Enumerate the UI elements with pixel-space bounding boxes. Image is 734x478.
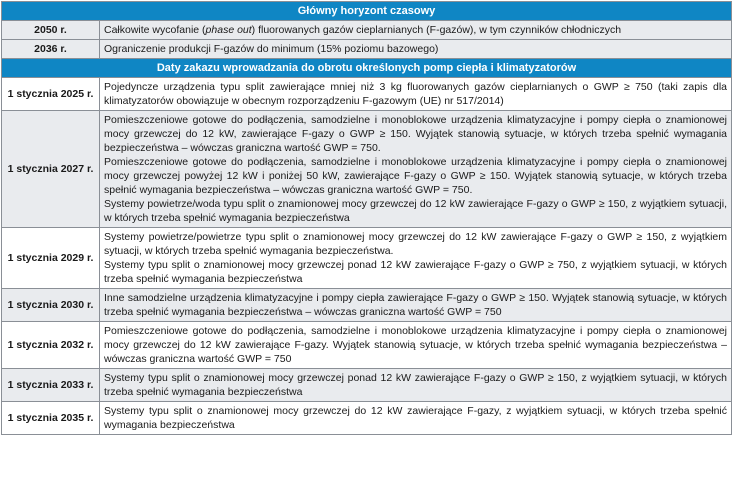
description-paragraph: Pomieszczeniowe gotowe do podłączenia, samodzielne i monoblokowe urządzenia klimatyzacyjne i pompy ciepła o znamionowej mocy grzewczej do 12 kW zawierające F-gazy. Wyjątek stanowią sytuacje, w których trzeba spełnić wymagania bezpieczeństwa – wówczas graniczna wartość GWP = 750 — [104, 325, 727, 365]
description-paragraph: Pojedyncze urządzenia typu split zawierające mniej niż 3 kg fluorowanych gazów cieplarnianych o GWP ≥ 750 (taki zapis dla klimatyzatorów obowiązuje w obecnym rozporządzeniu F-gazowym (UE) nr 517/2014) — [104, 81, 727, 107]
section-header — [2, 59, 732, 78]
table-row — [2, 402, 732, 435]
row-description — [100, 228, 732, 289]
description-paragraph: Pomieszczeniowe gotowe do podłączenia, samodzielne i monoblokowe urządzenia klimatyzacyjne i pompy ciepła o znamionowej mocy grzewczej do 12 kW, zawierające F-gazy o GWP ≥ 150. Wyjątek stanowią sytuacje, w których trzeba spełnić wymagania bezpieczeństwa – wówczas graniczna wartość GWP = 750. — [104, 114, 727, 154]
table-row — [2, 78, 732, 111]
table-row — [2, 111, 732, 228]
row-date: 1 stycznia 2035 r. — [2, 402, 100, 435]
row-description — [100, 322, 732, 369]
table-row — [2, 21, 732, 40]
row-date: 1 stycznia 2030 r. — [2, 289, 100, 322]
section-title: Główny horyzont czasowy — [2, 2, 732, 21]
description-paragraph: Systemy typu split o znamionowej mocy grzewczej do 12 kW zawierające F-gazy, z wyjątkiem sytuacji, w których trzeba spełnić wymagania bezpieczeństwa — [104, 405, 727, 431]
description-paragraph: Systemy powietrze/woda typu split o znamionowej mocy grzewczej do 12 kW zawierające F-gazy o GWP ≥ 150, z wyjątkiem sytuacji, w których trzeba spełnić wymagania bezpieczeństwa — [104, 198, 727, 224]
description-text: Całkowite wycofanie ( — [104, 24, 206, 36]
table-row — [2, 369, 732, 402]
description-paragraph: Inne samodzielne urządzenia klimatyzacyjne i pompy ciepła zawierające F-gazy o GWP ≥ 150. Wyjątek stanowią sytuacje, w których trzeba spełnić wymagania bezpieczeństwa – wówczas graniczna wartość GWP = 750 — [104, 292, 727, 318]
row-description — [100, 21, 732, 40]
row-date: 2050 r. — [2, 21, 100, 40]
table-row — [2, 228, 732, 289]
description-paragraph: Pomieszczeniowe gotowe do podłączenia, samodzielne i monoblokowe urządzenia klimatyzacyjne i pompy ciepła o znamionowej mocy grzewczej powyżej 12 kW i poniżej 50 kW, zawierające F-gazy o GWP ≥ 150. Wyjątek stanowią sytuacje, w których trzeba spełnić wymagania bezpieczeństwa – wówczas graniczna wartość GWP = 750. — [104, 156, 727, 196]
row-date: 1 stycznia 2032 r. — [2, 322, 100, 369]
table-row — [2, 289, 732, 322]
row-date: 1 stycznia 2033 r. — [2, 369, 100, 402]
section-header — [2, 2, 732, 21]
fgas-table — [1, 1, 732, 435]
description-text: ) fluorowanych gazów cieplarnianych (F-gazów), w tym czynników chłodniczych — [251, 24, 622, 36]
row-date: 2036 r. — [2, 40, 100, 59]
row-description: Ograniczenie produkcji F-gazów do minimum (15% poziomu bazowego) — [100, 40, 732, 59]
row-description — [100, 289, 732, 322]
description-paragraph: Systemy typu split o znamionowej mocy grzewczej ponad 12 kW zawierające F-gazy o GWP ≥ 750, z wyjątkiem sytuacji, w których trzeba spełnić wymagania bezpieczeństwa — [104, 259, 727, 285]
row-date: 1 stycznia 2029 r. — [2, 228, 100, 289]
row-description — [100, 402, 732, 435]
row-date: 1 stycznia 2027 r. — [2, 111, 100, 228]
description-paragraph: Systemy typu split o znamionowej mocy grzewczej ponad 12 kW zawierające F-gazy o GWP ≥ 150, z wyjątkiem sytuacji, w których trzeba spełnić wymagania bezpieczeństwa — [104, 372, 727, 398]
section-title: Daty zakazu wprowadzania do obrotu określonych pomp ciepła i klimatyzatorów — [2, 59, 732, 78]
table-row — [2, 322, 732, 369]
table-row — [2, 40, 732, 59]
row-description — [100, 78, 732, 111]
row-date: 1 stycznia 2025 r. — [2, 78, 100, 111]
description-italic: phase out — [205, 24, 252, 36]
row-description — [100, 111, 732, 228]
row-description — [100, 369, 732, 402]
description-paragraph: Systemy powietrze/powietrze typu split o znamionowej mocy grzewczej do 12 kW zawierające F-gazy o GWP ≥ 150, z wyjątkiem sytuacji, w których trzeba spełnić wymagania bezpieczeństwa. — [104, 231, 727, 257]
